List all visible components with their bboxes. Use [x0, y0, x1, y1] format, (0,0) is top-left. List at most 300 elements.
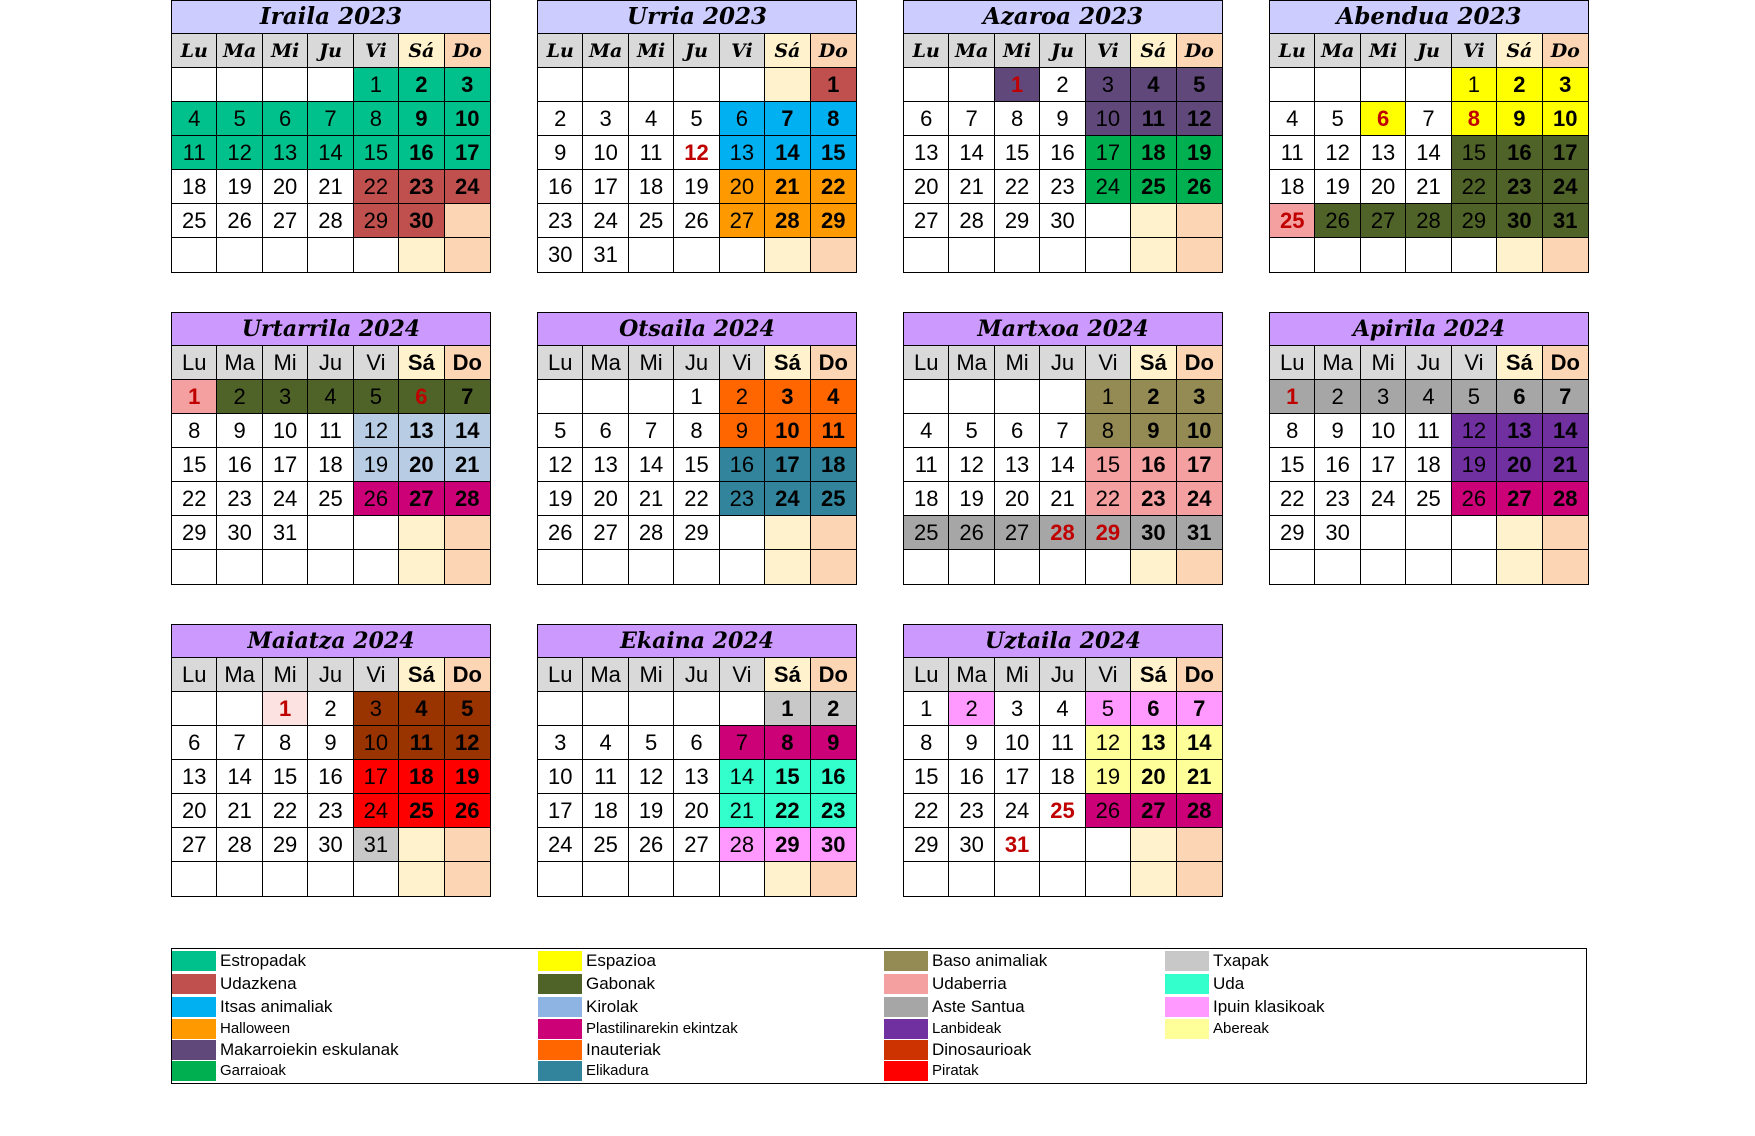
- day-cell: 27: [674, 828, 719, 862]
- month-title: Abendua 2023: [1270, 1, 1588, 34]
- empty-cell: [308, 550, 353, 584]
- empty-cell: [1177, 550, 1222, 584]
- legend-label: Txapak: [1213, 951, 1269, 970]
- weekday-header: Vi: [354, 34, 399, 68]
- day-cell: 12: [1452, 414, 1497, 448]
- legend-label: Estropadak: [220, 951, 306, 970]
- weekday-header: Ju: [674, 346, 719, 380]
- day-cell: 10: [765, 414, 810, 448]
- day-cell: 19: [354, 448, 399, 482]
- day-cell: 2: [949, 692, 994, 726]
- legend-label: Makarroiekin eskulanak: [220, 1040, 399, 1059]
- day-cell: 1: [811, 68, 856, 102]
- day-cell: 16: [538, 170, 583, 204]
- weekday-header: Ma: [949, 346, 994, 380]
- day-cell: 15: [354, 136, 399, 170]
- day-cell: 24: [538, 828, 583, 862]
- day-cell: 14: [308, 136, 353, 170]
- day-cell: 12: [538, 448, 583, 482]
- empty-cell: [1040, 828, 1085, 862]
- month-grid: [538, 346, 856, 584]
- legend-swatch: [1165, 951, 1209, 971]
- day-cell: 12: [674, 136, 719, 170]
- day-cell: 2: [811, 692, 856, 726]
- day-cell: 20: [399, 448, 444, 482]
- month-grid: [1270, 34, 1588, 272]
- day-cell: 2: [308, 692, 353, 726]
- day-cell: 7: [720, 726, 765, 760]
- month-grid: [172, 346, 490, 584]
- day-cell: 5: [1177, 68, 1222, 102]
- day-cell: 23: [1497, 170, 1542, 204]
- empty-cell: [354, 516, 399, 550]
- day-cell: 4: [308, 380, 353, 414]
- day-cell: 26: [1315, 204, 1360, 238]
- weekday-header: Lu: [172, 34, 217, 68]
- weekday-header: Sá: [399, 346, 444, 380]
- day-cell: 20: [1497, 448, 1542, 482]
- day-cell: 27: [399, 482, 444, 516]
- legend-label: Elikadura: [586, 1062, 649, 1079]
- empty-cell: [1040, 862, 1085, 896]
- day-cell: 17: [1361, 448, 1406, 482]
- weekday-header: Mi: [263, 658, 308, 692]
- weekday-header: Vi: [354, 346, 399, 380]
- day-cell: 3: [445, 68, 490, 102]
- weekday-header: Lu: [1270, 34, 1315, 68]
- day-cell: 20: [674, 794, 719, 828]
- day-cell: 28: [445, 482, 490, 516]
- weekday-header: Ma: [583, 346, 628, 380]
- empty-cell: [1406, 68, 1451, 102]
- day-cell: 4: [904, 414, 949, 448]
- month-grid: [904, 346, 1222, 584]
- day-cell: 20: [172, 794, 217, 828]
- day-cell: 30: [308, 828, 353, 862]
- day-cell: 23: [538, 204, 583, 238]
- empty-cell: [765, 516, 810, 550]
- day-cell: 11: [1406, 414, 1451, 448]
- weekday-header: Sá: [399, 34, 444, 68]
- day-cell: 10: [354, 726, 399, 760]
- day-cell: 1: [172, 380, 217, 414]
- day-cell: 8: [1270, 414, 1315, 448]
- empty-cell: [949, 238, 994, 272]
- day-cell: 19: [1086, 760, 1131, 794]
- legend-swatch: [172, 1061, 216, 1081]
- empty-cell: [172, 862, 217, 896]
- day-cell: 3: [995, 692, 1040, 726]
- day-cell: 29: [904, 828, 949, 862]
- day-cell: 1: [765, 692, 810, 726]
- empty-cell: [904, 238, 949, 272]
- empty-cell: [1406, 516, 1451, 550]
- weekday-header: Sá: [1497, 34, 1542, 68]
- month-title: Urtarrila 2024: [172, 313, 490, 346]
- legend-label: Itsas animaliak: [220, 997, 333, 1016]
- empty-cell: [765, 68, 810, 102]
- day-cell: 17: [354, 760, 399, 794]
- day-cell: 3: [263, 380, 308, 414]
- empty-cell: [1270, 550, 1315, 584]
- empty-cell: [1177, 204, 1222, 238]
- day-cell: 11: [308, 414, 353, 448]
- day-cell: 13: [583, 448, 628, 482]
- day-cell: 29: [172, 516, 217, 550]
- weekday-header: Sá: [765, 346, 810, 380]
- day-cell: 17: [538, 794, 583, 828]
- empty-cell: [1131, 204, 1176, 238]
- day-cell: 11: [1270, 136, 1315, 170]
- day-cell: 9: [538, 136, 583, 170]
- empty-cell: [308, 238, 353, 272]
- empty-cell: [172, 68, 217, 102]
- weekday-header: Do: [1543, 34, 1588, 68]
- day-cell: 20: [263, 170, 308, 204]
- day-cell: 4: [1040, 692, 1085, 726]
- day-cell: 28: [720, 828, 765, 862]
- empty-cell: [811, 862, 856, 896]
- empty-cell: [1543, 516, 1588, 550]
- day-cell: 15: [765, 760, 810, 794]
- empty-cell: [538, 550, 583, 584]
- day-cell: 19: [217, 170, 262, 204]
- weekday-header: Ju: [308, 34, 353, 68]
- day-cell: 16: [399, 136, 444, 170]
- weekday-header: Ma: [217, 34, 262, 68]
- day-cell: 16: [217, 448, 262, 482]
- empty-cell: [399, 516, 444, 550]
- day-cell: 10: [538, 760, 583, 794]
- month-title: Apirila 2024: [1270, 313, 1588, 346]
- month-title: Urria 2023: [538, 1, 856, 34]
- legend-label: Halloween: [220, 1020, 291, 1037]
- month-calendar: [1269, 312, 1589, 585]
- day-cell: 9: [399, 102, 444, 136]
- empty-cell: [1361, 516, 1406, 550]
- empty-cell: [1315, 550, 1360, 584]
- day-cell: 10: [583, 136, 628, 170]
- empty-cell: [674, 692, 719, 726]
- weekday-header: Ma: [583, 658, 628, 692]
- empty-cell: [995, 380, 1040, 414]
- day-cell: 28: [765, 204, 810, 238]
- day-cell: 7: [1543, 380, 1588, 414]
- day-cell: 18: [172, 170, 217, 204]
- day-cell: 6: [720, 102, 765, 136]
- empty-cell: [811, 516, 856, 550]
- day-cell: 7: [1177, 692, 1222, 726]
- day-cell: 10: [1543, 102, 1588, 136]
- day-cell: 6: [1497, 380, 1542, 414]
- day-cell: 17: [583, 170, 628, 204]
- day-cell: 25: [629, 204, 674, 238]
- day-cell: 7: [629, 414, 674, 448]
- empty-cell: [1177, 828, 1222, 862]
- empty-cell: [720, 68, 765, 102]
- empty-cell: [1315, 68, 1360, 102]
- day-cell: 19: [629, 794, 674, 828]
- legend-label: Garraioak: [220, 1062, 286, 1079]
- day-cell: 21: [217, 794, 262, 828]
- day-cell: 7: [765, 102, 810, 136]
- empty-cell: [995, 238, 1040, 272]
- empty-cell: [263, 238, 308, 272]
- weekday-header: Ju: [1040, 346, 1085, 380]
- day-cell: 16: [1040, 136, 1085, 170]
- empty-cell: [904, 380, 949, 414]
- weekday-header: Lu: [904, 34, 949, 68]
- day-cell: 28: [629, 516, 674, 550]
- day-cell: 3: [583, 102, 628, 136]
- weekday-header: Do: [1177, 34, 1222, 68]
- empty-cell: [354, 550, 399, 584]
- empty-cell: [538, 862, 583, 896]
- day-cell: 11: [1131, 102, 1176, 136]
- day-cell: 17: [1543, 136, 1588, 170]
- day-cell: 26: [949, 516, 994, 550]
- empty-cell: [1040, 238, 1085, 272]
- day-cell: 2: [1131, 380, 1176, 414]
- day-cell: 26: [445, 794, 490, 828]
- empty-cell: [1361, 550, 1406, 584]
- legend-swatch: [884, 1019, 928, 1039]
- weekday-header: Vi: [1086, 346, 1131, 380]
- day-cell: 29: [1086, 516, 1131, 550]
- empty-cell: [811, 550, 856, 584]
- day-cell: 16: [720, 448, 765, 482]
- empty-cell: [949, 862, 994, 896]
- legend-swatch: [172, 1019, 216, 1039]
- weekday-header: Ju: [308, 658, 353, 692]
- weekday-header: Do: [1177, 658, 1222, 692]
- legend-swatch: [172, 997, 216, 1017]
- legend-label: Udaberria: [932, 974, 1007, 993]
- empty-cell: [445, 862, 490, 896]
- day-cell: 1: [904, 692, 949, 726]
- day-cell: 15: [172, 448, 217, 482]
- weekday-header: Ju: [1406, 346, 1451, 380]
- weekday-header: Mi: [1361, 346, 1406, 380]
- legend-swatch: [884, 974, 928, 994]
- day-cell: 19: [1315, 170, 1360, 204]
- day-cell: 21: [1177, 760, 1222, 794]
- day-cell: 18: [1270, 170, 1315, 204]
- month-calendar: [171, 624, 491, 897]
- empty-cell: [217, 692, 262, 726]
- weekday-header: Vi: [720, 346, 765, 380]
- empty-cell: [1406, 238, 1451, 272]
- day-cell: 8: [354, 102, 399, 136]
- legend-label: Inauteriak: [586, 1040, 661, 1059]
- legend-swatch: [172, 951, 216, 971]
- day-cell: 22: [172, 482, 217, 516]
- weekday-header: Do: [445, 346, 490, 380]
- day-cell: 13: [995, 448, 1040, 482]
- day-cell: 5: [354, 380, 399, 414]
- legend-swatch: [884, 1061, 928, 1081]
- legend-label: Kirolak: [586, 997, 638, 1016]
- empty-cell: [263, 68, 308, 102]
- day-cell: 29: [995, 204, 1040, 238]
- day-cell: 30: [949, 828, 994, 862]
- day-cell: 9: [1315, 414, 1360, 448]
- day-cell: 16: [1315, 448, 1360, 482]
- day-cell: 11: [1040, 726, 1085, 760]
- day-cell: 6: [263, 102, 308, 136]
- day-cell: 8: [995, 102, 1040, 136]
- empty-cell: [949, 380, 994, 414]
- day-cell: 14: [765, 136, 810, 170]
- weekday-header: Vi: [1452, 346, 1497, 380]
- month-calendar: [903, 0, 1223, 273]
- weekday-header: Do: [811, 658, 856, 692]
- day-cell: 28: [217, 828, 262, 862]
- empty-cell: [172, 550, 217, 584]
- day-cell: 6: [674, 726, 719, 760]
- empty-cell: [399, 828, 444, 862]
- month-calendar: [537, 0, 857, 273]
- month-title: Martxoa 2024: [904, 313, 1222, 346]
- day-cell: 12: [949, 448, 994, 482]
- empty-cell: [583, 862, 628, 896]
- day-cell: 19: [538, 482, 583, 516]
- weekday-header: Vi: [354, 658, 399, 692]
- day-cell: 8: [765, 726, 810, 760]
- legend-label: Plastilinarekin ekintzak: [586, 1020, 738, 1037]
- weekday-header: Ma: [217, 658, 262, 692]
- weekday-header: Sá: [765, 34, 810, 68]
- empty-cell: [1361, 238, 1406, 272]
- legend-label: Ipuin klasikoak: [1213, 997, 1325, 1016]
- day-cell: 23: [1131, 482, 1176, 516]
- day-cell: 1: [1270, 380, 1315, 414]
- month-title: Uztaila 2024: [904, 625, 1222, 658]
- day-cell: 8: [1452, 102, 1497, 136]
- legend-swatch: [1165, 974, 1209, 994]
- day-cell: 28: [1406, 204, 1451, 238]
- day-cell: 26: [674, 204, 719, 238]
- day-cell: 29: [765, 828, 810, 862]
- weekday-header: Ma: [949, 34, 994, 68]
- month-title: Iraila 2023: [172, 1, 490, 34]
- day-cell: 6: [1131, 692, 1176, 726]
- empty-cell: [1131, 828, 1176, 862]
- weekday-header: Vi: [1086, 34, 1131, 68]
- empty-cell: [538, 692, 583, 726]
- day-cell: 15: [263, 760, 308, 794]
- legend-label: Aste Santua: [932, 997, 1025, 1016]
- day-cell: 6: [995, 414, 1040, 448]
- day-cell: 12: [629, 760, 674, 794]
- day-cell: 25: [811, 482, 856, 516]
- day-cell: 23: [217, 482, 262, 516]
- day-cell: 25: [583, 828, 628, 862]
- empty-cell: [765, 238, 810, 272]
- empty-cell: [995, 862, 1040, 896]
- day-cell: 13: [399, 414, 444, 448]
- day-cell: 19: [1452, 448, 1497, 482]
- day-cell: 31: [995, 828, 1040, 862]
- day-cell: 24: [354, 794, 399, 828]
- day-cell: 3: [1543, 68, 1588, 102]
- legend-swatch: [172, 974, 216, 994]
- empty-cell: [1452, 238, 1497, 272]
- day-cell: 3: [1086, 68, 1131, 102]
- month-calendar: [171, 312, 491, 585]
- month-calendar: [903, 312, 1223, 585]
- day-cell: 1: [995, 68, 1040, 102]
- empty-cell: [674, 238, 719, 272]
- weekday-header: Lu: [904, 346, 949, 380]
- day-cell: 22: [1270, 482, 1315, 516]
- month-grid: [904, 658, 1222, 896]
- weekday-header: Mi: [629, 346, 674, 380]
- weekday-header: Do: [1177, 346, 1222, 380]
- empty-cell: [308, 862, 353, 896]
- day-cell: 23: [1315, 482, 1360, 516]
- day-cell: 21: [720, 794, 765, 828]
- day-cell: 14: [949, 136, 994, 170]
- day-cell: 22: [995, 170, 1040, 204]
- weekday-header: Sá: [1131, 34, 1176, 68]
- month-grid: [904, 34, 1222, 272]
- day-cell: 5: [445, 692, 490, 726]
- day-cell: 20: [995, 482, 1040, 516]
- day-cell: 23: [308, 794, 353, 828]
- day-cell: 12: [1315, 136, 1360, 170]
- day-cell: 10: [995, 726, 1040, 760]
- weekday-header: Ma: [949, 658, 994, 692]
- empty-cell: [1040, 380, 1085, 414]
- day-cell: 15: [1452, 136, 1497, 170]
- empty-cell: [217, 550, 262, 584]
- weekday-header: Lu: [172, 346, 217, 380]
- day-cell: 2: [538, 102, 583, 136]
- day-cell: 4: [399, 692, 444, 726]
- month-grid: [1270, 346, 1588, 584]
- empty-cell: [629, 380, 674, 414]
- day-cell: 27: [995, 516, 1040, 550]
- day-cell: 18: [629, 170, 674, 204]
- day-cell: 19: [445, 760, 490, 794]
- day-cell: 16: [811, 760, 856, 794]
- empty-cell: [949, 550, 994, 584]
- day-cell: 21: [629, 482, 674, 516]
- day-cell: 1: [1086, 380, 1131, 414]
- empty-cell: [263, 862, 308, 896]
- day-cell: 30: [1497, 204, 1542, 238]
- day-cell: 11: [811, 414, 856, 448]
- day-cell: 25: [1131, 170, 1176, 204]
- day-cell: 29: [1452, 204, 1497, 238]
- day-cell: 20: [904, 170, 949, 204]
- empty-cell: [399, 238, 444, 272]
- empty-cell: [1086, 204, 1131, 238]
- weekday-header: Ju: [674, 658, 719, 692]
- month-grid: [538, 658, 856, 896]
- day-cell: 13: [1361, 136, 1406, 170]
- day-cell: 18: [1131, 136, 1176, 170]
- day-cell: 26: [538, 516, 583, 550]
- day-cell: 10: [263, 414, 308, 448]
- day-cell: 31: [583, 238, 628, 272]
- day-cell: 22: [765, 794, 810, 828]
- month-grid: [172, 658, 490, 896]
- weekday-header: Ju: [1040, 34, 1085, 68]
- day-cell: 10: [1086, 102, 1131, 136]
- weekday-header: Ma: [217, 346, 262, 380]
